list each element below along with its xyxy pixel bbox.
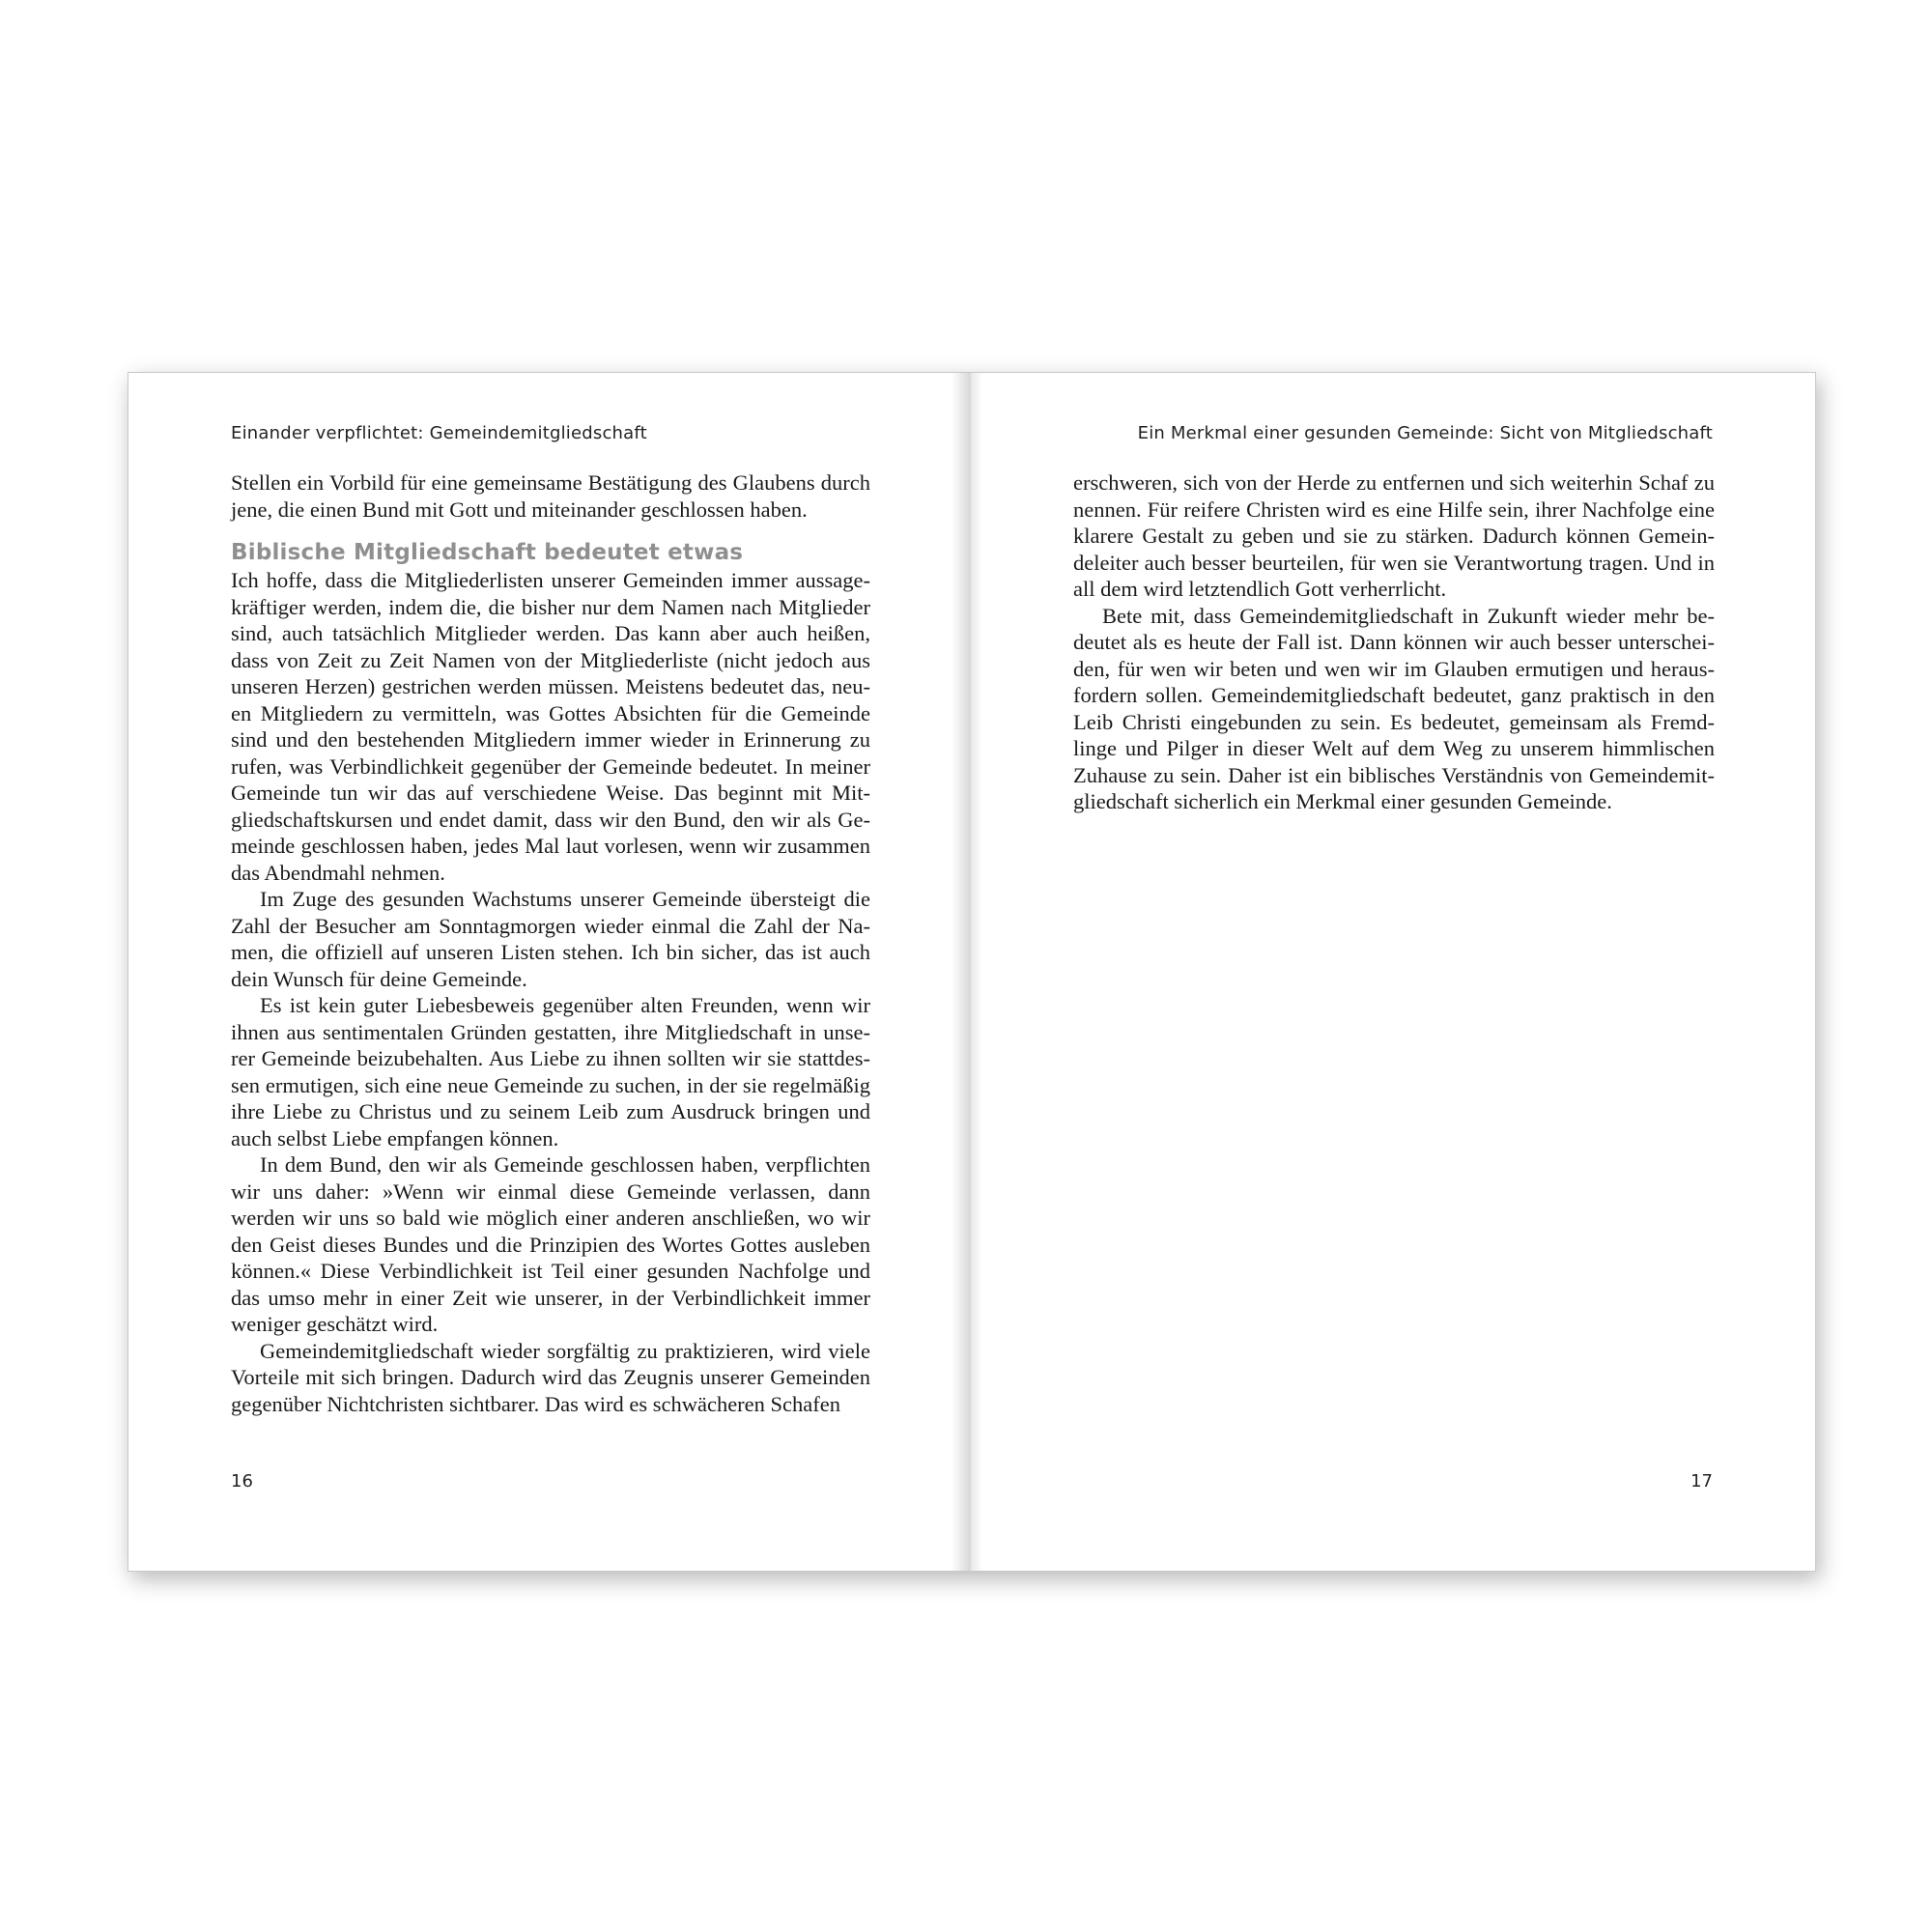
page-number-left: 16: [231, 1471, 253, 1492]
paragraph: Im Zuge des gesunden Wachstums unserer Gemeinde übersteigt die Zahl der Besucher am Sonntagmorgen wieder einmal die Zahl der Namen, die offiziell auf unseren Listen stehen. Ich bin sicher, das ist auch dein Wunsch für deine Gemeinde.: [231, 887, 870, 991]
section-heading: Biblische Mitgliedschaft bedeutet etwas: [231, 540, 744, 565]
paragraph: In dem Bund, den wir als Gemeinde geschlossen haben, verpflichten wir uns daher: »Wenn wir einmal diese Gemeinde verlassen, dann werden wir uns so bald wie möglich einer anderen anschließen, wo wir den Geist dieses Bundes und die Prinzipien des Wortes Gottes ausleben können.« Diese Verbindlichkeit ist Teil einer gesunden Nachfolge und das umso mehr in einer Zeit wie unserer, in der Verbindlichkeit immer weniger geschätzt wird.: [231, 1152, 870, 1336]
running-head-left: Einander verpflichtet: Gemeindemitgliedschaft: [231, 423, 647, 443]
left-page: [128, 373, 971, 1571]
paragraph: Stellen ein Vorbild für eine gemeinsame Bestätigung des Glaubens durch jene, die einen Bund mit Gott und miteinander geschlossen haben.: [231, 470, 870, 522]
paragraph: Bete mit, dass Gemeindemitgliedschaft in Zukunft wieder mehr bedeutet als es heute der Fall ist. Dann können wir auch besser unterscheiden, für wen wir beten und wen wir im Glauben ermutigen und herausfordern sollen. Gemeindemitgliedschaft bedeutet, ganz praktisch in den Leib Christi eingebunden zu sein. Es bedeutet, gemeinsam als Fremdlinge und Pilger in dieser Welt auf dem Weg zu unserem himmlischen Zuhause zu sein. Daher ist ein biblisches Verständnis von Gemeindemitgliedschaft sicherlich ein Merkmal einer gesunden Gemeinde.: [1073, 603, 1715, 813]
book-spread: [128, 372, 1816, 1572]
left-page-text: [231, 469, 870, 1417]
right-page-text: [1073, 469, 1715, 815]
paragraph: Gemeindemitgliedschaft wieder sorgfältig zu praktizieren, wird viele Vorteile mit sich bringen. Dadurch wird das Zeugnis unserer Gemeinden gegenüber Nichtchristen sichtbarer. Das wird es schwächeren Schafen: [231, 1338, 870, 1416]
paragraph: erschweren, sich von der Herde zu entfernen und sich weiterhin Schaf zu nennen. Für reifere Christen wird es eine Hilfe sein, ihrer Nachfolge eine klarere Gestalt zu geben und sie zu stärken. Dadurch können Gemeindeleiter auch besser beurteilen, für wen sie Verantwortung tragen. Und in all dem wird letztendlich Gott verherrlicht.: [1073, 470, 1715, 601]
right-page: [971, 373, 1815, 1571]
paragraph: Ich hoffe, dass die Mitgliederlisten unserer Gemeinden immer aussagekräftiger werden, indem die, die bisher nur dem Namen nach Mitglieder sind, auch tatsächlich Mitglieder werden. Das kann aber auch heißen, dass von Zeit zu Zeit Namen von der Mitgliederliste (nicht jedoch aus unseren Herzen) gestrichen werden müssen. Meistens bedeutet das, neuen Mitgliedern zu vermitteln, was Gottes Absichten für die Gemeinde sind und den bestehenden Mitgliedern immer wieder in Erinnerung zu rufen, was Verbindlichkeit gegenüber der Gemeinde bedeutet. In meiner Gemeinde tun wir das auf verschiedene Weise. Das beginnt mit Mitgliedschaftskursen und endet damit, dass wir den Bund, den wir als Gemeinde geschlossen haben, jedes Mal laut vorlesen, wenn wir zusammen das Abendmahl nehmen.: [231, 568, 870, 885]
page-number-right: 17: [1690, 1471, 1713, 1492]
running-head-right: Ein Merkmal einer gesunden Gemeinde: Sicht von Mitgliedschaft: [1137, 423, 1713, 443]
paragraph: Es ist kein guter Liebesbeweis gegenüber alten Freunden, wenn wir ihnen aus sentimentalen Gründen gestatten, ihre Mitgliedschaft in unserer Gemeinde beizubehalten. Aus Liebe zu ihnen sollten wir sie stattdessen ermutigen, sich eine neue Gemeinde zu suchen, in der sie regelmäßig ihre Liebe zu Christus und zu seinem Leib zum Ausdruck bringen und auch selbst Liebe empfangen können.: [231, 993, 870, 1151]
